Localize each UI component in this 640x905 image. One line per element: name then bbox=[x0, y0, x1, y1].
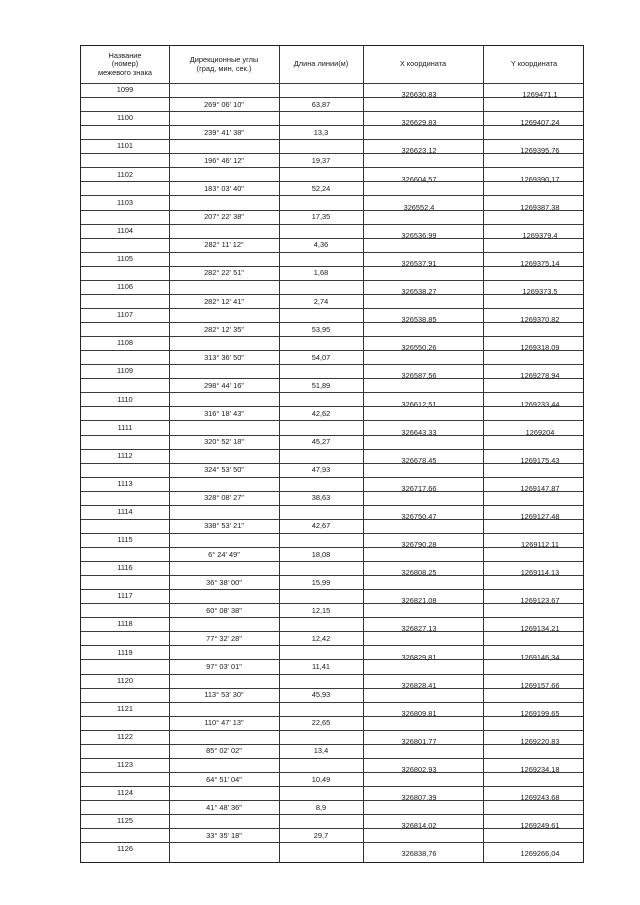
direction-angle-cell-text: 85° 02' 02" bbox=[206, 746, 242, 756]
row-divider bbox=[81, 378, 583, 379]
row-divider bbox=[81, 111, 583, 112]
row-divider bbox=[81, 153, 583, 154]
line-length-cell-text: 12,15 bbox=[311, 605, 331, 615]
direction-angle-cell-text: 324° 53' 50" bbox=[204, 465, 244, 475]
direction-angle-cell-text: 196° 46' 12" bbox=[204, 155, 244, 165]
x-coordinate-cell-text: 326587,56 bbox=[401, 371, 437, 381]
line-length-cell-text: 22,65 bbox=[311, 718, 331, 728]
point-name-cell bbox=[81, 85, 169, 94]
row-divider bbox=[81, 772, 583, 773]
y-coordinate-cell-text: 1269375,14 bbox=[520, 258, 560, 268]
line-length-cell-text: 10,49 bbox=[311, 774, 331, 784]
row-divider bbox=[81, 659, 583, 660]
row-divider bbox=[81, 477, 583, 478]
y-coordinate-cell-text: 1269249,61 bbox=[520, 821, 560, 831]
line-length-cell bbox=[279, 268, 363, 277]
point-name-cell-text: 1117 bbox=[117, 591, 133, 601]
point-name-cell-text: 1108 bbox=[117, 338, 133, 348]
y-coordinate-cell-text: 1269175,43 bbox=[520, 455, 560, 465]
row-divider bbox=[81, 294, 583, 295]
y-coordinate-cell-text: 1269407,24 bbox=[520, 118, 560, 128]
x-coordinate-cell-text: 326750,47 bbox=[401, 512, 437, 521]
x-coordinate-cell-text: 326829,81 bbox=[401, 652, 437, 662]
y-coordinate-cell-text: 1269147,87 bbox=[520, 483, 560, 493]
x-coordinate-cell-text: 326828,41 bbox=[401, 680, 437, 690]
direction-angle-cell bbox=[169, 718, 279, 727]
line-length-cell bbox=[279, 803, 363, 812]
point-name-cell bbox=[81, 788, 169, 797]
row-divider bbox=[81, 533, 583, 534]
point-name-cell bbox=[81, 395, 169, 404]
point-name-cell bbox=[81, 170, 169, 179]
x-coordinate-cell-text: 326630,83 bbox=[401, 90, 437, 100]
row-divider bbox=[81, 210, 583, 211]
row-divider bbox=[81, 364, 583, 365]
direction-angle-cell bbox=[169, 240, 279, 249]
line-length-cell-text: 54,07 bbox=[311, 352, 331, 362]
y-coordinate-cell-text: 1269146,34 bbox=[520, 652, 560, 662]
line-length-cell bbox=[279, 718, 363, 727]
y-coordinate-cell-text: 1269243,68 bbox=[520, 793, 560, 803]
line-length-cell bbox=[279, 156, 363, 165]
row-divider bbox=[81, 702, 583, 703]
point-name-cell bbox=[81, 704, 169, 713]
point-name-cell-text: 1105 bbox=[117, 253, 133, 263]
line-length-cell bbox=[279, 184, 363, 193]
direction-angle-cell-text: 282° 22' 51" bbox=[204, 268, 244, 278]
y-coordinate-cell-text: 1269127,48 bbox=[520, 512, 560, 521]
direction-angle-cell bbox=[169, 746, 279, 755]
line-length-cell bbox=[279, 606, 363, 615]
point-name-cell-text: 1103 bbox=[117, 197, 133, 207]
point-name-cell bbox=[81, 198, 169, 207]
y-coordinate-cell-text: 1269395,76 bbox=[520, 146, 560, 156]
line-length-cell-text: 4,36 bbox=[313, 240, 329, 250]
line-length-cell bbox=[279, 662, 363, 671]
row-divider bbox=[81, 195, 583, 196]
y-coordinate-cell-text: 1269134,21 bbox=[520, 624, 560, 634]
line-length-cell bbox=[279, 550, 363, 559]
row-divider bbox=[81, 125, 583, 126]
point-name-cell-text: 1112 bbox=[117, 450, 133, 460]
direction-angle-cell bbox=[169, 156, 279, 165]
direction-angle-cell-text: 36° 38' 00" bbox=[206, 577, 242, 587]
direction-angle-cell-text: 338° 53' 21" bbox=[204, 521, 244, 531]
direction-angle-cell-text: 328° 08' 27" bbox=[204, 493, 244, 503]
row-divider bbox=[81, 575, 583, 576]
direction-angle-cell-text: 110° 47' 13" bbox=[204, 718, 244, 728]
direction-angle-cell bbox=[169, 775, 279, 784]
x-coordinate-cell-text: 326629,83 bbox=[401, 118, 437, 128]
x-coordinate-cell-text: 326604,57 bbox=[401, 174, 437, 184]
row-divider bbox=[81, 631, 583, 632]
line-length-cell-text: 51,89 bbox=[311, 380, 331, 390]
y-coordinate-cell-text: 1269199,65 bbox=[520, 708, 560, 718]
point-name-cell-text: 1124 bbox=[117, 788, 133, 798]
point-name-cell bbox=[81, 423, 169, 432]
point-name-cell bbox=[81, 844, 169, 853]
point-name-cell bbox=[81, 676, 169, 685]
point-name-cell-text: 1126 bbox=[117, 844, 133, 854]
y-coordinate-cell-text: 1269370,82 bbox=[520, 315, 560, 325]
point-name-cell-text: 1110 bbox=[117, 394, 133, 404]
y-coordinate-cell-text: 1269387,38 bbox=[520, 202, 560, 212]
row-divider bbox=[81, 266, 583, 267]
row-divider bbox=[81, 842, 583, 843]
point-name-cell-text: 1107 bbox=[117, 310, 133, 320]
line-length-cell-text: 53,95 bbox=[311, 324, 331, 334]
y-coordinate-cell-text: 1269157,66 bbox=[520, 680, 560, 690]
point-name-cell-text: 1113 bbox=[117, 478, 133, 488]
point-name-cell bbox=[81, 619, 169, 628]
direction-angle-cell-text: 316° 18' 43" bbox=[204, 408, 244, 418]
direction-angle-cell bbox=[169, 465, 279, 474]
point-name-cell bbox=[81, 113, 169, 122]
y-coordinate-cell-text: 1269318,09 bbox=[520, 343, 560, 353]
x-coordinate-cell-text: 326827,13 bbox=[401, 624, 437, 634]
line-length-cell bbox=[279, 353, 363, 362]
direction-angle-cell bbox=[169, 578, 279, 587]
point-name-cell-text: 1104 bbox=[117, 225, 133, 235]
direction-angle-cell bbox=[169, 128, 279, 137]
row-divider bbox=[81, 645, 583, 646]
point-name-cell bbox=[81, 282, 169, 291]
x-coordinate-cell-text: 326623,12 bbox=[401, 146, 437, 156]
direction-angle-cell bbox=[169, 606, 279, 615]
point-name-cell-text: 1115 bbox=[117, 535, 133, 545]
line-length-cell bbox=[279, 690, 363, 699]
line-length-cell bbox=[279, 128, 363, 137]
line-length-cell bbox=[279, 493, 363, 502]
point-name-cell bbox=[81, 732, 169, 741]
line-length-cell bbox=[279, 437, 363, 446]
row-divider bbox=[81, 449, 583, 450]
direction-angle-cell bbox=[169, 550, 279, 559]
x-coordinate-cell-text: 326717,66 bbox=[401, 483, 437, 493]
direction-angle-cell-text: 60° 08' 38" bbox=[206, 605, 242, 615]
line-length-cell-text: 19,37 bbox=[311, 155, 331, 165]
row-divider bbox=[81, 814, 583, 815]
point-name-cell bbox=[81, 816, 169, 825]
point-name-cell-text: 1119 bbox=[117, 647, 133, 657]
row-divider bbox=[81, 167, 583, 168]
direction-angle-cell bbox=[169, 100, 279, 109]
line-length-cell-text: 15,99 bbox=[311, 577, 331, 587]
row-divider bbox=[81, 280, 583, 281]
row-divider bbox=[81, 589, 583, 590]
direction-angle-cell-text: 113° 53' 30" bbox=[204, 690, 244, 700]
point-name-cell bbox=[81, 591, 169, 600]
y-coordinate-cell-text: 1269114,13 bbox=[520, 568, 560, 578]
header-line-length: Длина линии(м) bbox=[293, 59, 349, 69]
row-divider bbox=[81, 674, 583, 675]
x-coordinate-cell-text: 326790,28 bbox=[401, 540, 437, 550]
row-divider bbox=[81, 491, 583, 492]
row-divider bbox=[81, 435, 583, 436]
point-name-cell bbox=[81, 479, 169, 488]
point-name-cell bbox=[81, 254, 169, 263]
header-divider bbox=[81, 83, 583, 84]
row-divider bbox=[81, 547, 583, 548]
header-point-name: Название (номер) межевого знака bbox=[98, 50, 152, 77]
direction-angle-cell bbox=[169, 381, 279, 390]
row-divider bbox=[81, 786, 583, 787]
direction-angle-cell bbox=[169, 184, 279, 193]
header-y-coordinate: Y координата bbox=[510, 59, 558, 69]
line-length-cell bbox=[279, 634, 363, 643]
line-length-cell-text: 52,24 bbox=[311, 184, 331, 194]
direction-angle-cell-text: 239° 41' 38" bbox=[204, 127, 244, 137]
line-length-cell bbox=[279, 465, 363, 474]
line-length-cell-text: 42,67 bbox=[311, 521, 331, 531]
line-length-cell bbox=[279, 381, 363, 390]
point-name-cell-text: 1106 bbox=[117, 282, 133, 292]
point-name-cell bbox=[81, 535, 169, 544]
header-x-coordinate: X координата bbox=[399, 59, 447, 69]
y-coordinate-cell-text: 1269266,04 bbox=[520, 849, 560, 859]
row-divider bbox=[81, 139, 583, 140]
row-divider bbox=[81, 603, 583, 604]
point-name-cell-text: 1099 bbox=[116, 85, 134, 95]
direction-angle-cell-text: 207° 22' 38" bbox=[204, 212, 244, 222]
line-length-cell-text: 29,7 bbox=[313, 830, 329, 840]
y-coordinate-cell-text: 1269220,83 bbox=[520, 736, 560, 746]
line-length-cell-text: 11,41 bbox=[312, 662, 330, 672]
direction-angle-cell-text: 41° 48' 36" bbox=[206, 802, 242, 812]
line-length-cell-text: 12,42 bbox=[311, 633, 331, 643]
line-length-cell-text: 13,4 bbox=[313, 746, 329, 756]
line-length-cell-text: 17,35 bbox=[311, 212, 331, 222]
row-divider bbox=[81, 336, 583, 337]
direction-angle-cell bbox=[169, 409, 279, 418]
x-coordinate-cell-text: 326808,25 bbox=[401, 568, 437, 578]
row-divider bbox=[81, 224, 583, 225]
direction-angle-cell-text: 64° 51' 04" bbox=[206, 774, 242, 784]
x-coordinate-cell-text: 326538,85 bbox=[401, 315, 437, 325]
direction-angle-cell-text: 282° 12' 35" bbox=[204, 324, 244, 334]
x-coordinate-cell-text: 326537,91 bbox=[401, 258, 437, 268]
direction-angle-cell-text: 313° 36' 50" bbox=[204, 352, 244, 362]
point-name-cell-text: 1109 bbox=[117, 366, 133, 376]
point-name-cell-text: 1111 bbox=[117, 422, 133, 432]
line-length-cell-text: 47,93 bbox=[311, 465, 331, 475]
line-length-cell-text: 8,9 bbox=[315, 802, 327, 812]
direction-angle-cell bbox=[169, 493, 279, 502]
point-name-cell-text: 1100 bbox=[117, 113, 133, 123]
x-coordinate-cell-text: 326552,4 bbox=[403, 202, 435, 212]
point-name-cell-text: 1114 bbox=[117, 507, 133, 516]
line-length-cell-text: 42,62 bbox=[311, 408, 331, 418]
x-coordinate-cell-text: 326807,39 bbox=[401, 793, 437, 803]
y-coordinate-cell-text: 1269379,4 bbox=[522, 230, 558, 240]
line-length-cell bbox=[279, 746, 363, 755]
row-divider bbox=[81, 97, 583, 98]
header-direction-angle: Дирекционные углы (град, мин, сек.) bbox=[189, 54, 259, 73]
point-name-cell bbox=[81, 338, 169, 347]
point-name-cell bbox=[81, 310, 169, 319]
direction-angle-cell bbox=[169, 690, 279, 699]
line-length-cell bbox=[279, 240, 363, 249]
x-coordinate-cell-text: 326678,45 bbox=[401, 455, 437, 465]
line-length-cell bbox=[279, 212, 363, 221]
direction-angle-cell-text: 320° 52' 18" bbox=[204, 437, 244, 447]
x-coordinate-cell-text: 326550,26 bbox=[401, 343, 437, 353]
y-coordinate-cell-text: 1269373,5 bbox=[522, 287, 558, 297]
y-coordinate-cell-text: 1269112,11 bbox=[521, 540, 559, 550]
y-coordinate-cell bbox=[483, 849, 585, 858]
point-name-cell bbox=[81, 507, 169, 516]
point-name-cell-text: 1125 bbox=[117, 816, 133, 826]
line-length-cell-text: 2,74 bbox=[313, 296, 329, 306]
y-coordinate-cell-text: 1269390,17 bbox=[520, 174, 560, 184]
row-divider bbox=[81, 181, 583, 182]
point-name-cell-text: 1120 bbox=[117, 675, 133, 685]
direction-angle-cell-text: 6° 24' 49" bbox=[208, 549, 240, 559]
point-name-cell bbox=[81, 226, 169, 235]
row-divider bbox=[81, 730, 583, 731]
point-name-cell bbox=[81, 563, 169, 572]
point-name-cell-text: 1101 bbox=[117, 141, 133, 151]
line-length-cell-text: 63,87 bbox=[311, 99, 331, 109]
x-coordinate-cell-text: 326802,93 bbox=[401, 765, 437, 775]
direction-angle-cell-text: 97° 03' 01" bbox=[206, 662, 242, 672]
line-length-cell-text: 45,27 bbox=[311, 437, 331, 447]
line-length-cell bbox=[279, 521, 363, 530]
y-coordinate-cell-text: 1269278,94 bbox=[520, 371, 560, 381]
coordinates-table bbox=[80, 45, 584, 863]
point-name-cell-text: 1102 bbox=[117, 169, 133, 179]
y-coordinate-cell-text: 1269123,67 bbox=[520, 596, 560, 606]
line-length-cell bbox=[279, 831, 363, 840]
line-length-cell bbox=[279, 325, 363, 334]
direction-angle-cell bbox=[169, 437, 279, 446]
row-divider bbox=[81, 463, 583, 464]
row-divider bbox=[81, 322, 583, 323]
line-length-cell bbox=[279, 297, 363, 306]
x-coordinate-cell-text: 326821,08 bbox=[401, 596, 437, 606]
x-coordinate-cell-text: 326838,76 bbox=[401, 849, 437, 859]
x-coordinate-cell-text: 326536,99 bbox=[401, 230, 437, 240]
direction-angle-cell-text: 282° 11' 12" bbox=[204, 240, 244, 250]
direction-angle-cell bbox=[169, 831, 279, 840]
line-length-cell bbox=[279, 578, 363, 587]
line-length-cell-text: 45,93 bbox=[311, 690, 331, 700]
direction-angle-cell bbox=[169, 521, 279, 530]
direction-angle-cell bbox=[169, 212, 279, 221]
x-coordinate-cell-text: 326612,51 bbox=[401, 399, 437, 409]
row-divider bbox=[81, 688, 583, 689]
direction-angle-cell bbox=[169, 353, 279, 362]
y-coordinate-cell-text: 1269204 bbox=[525, 427, 555, 437]
line-length-cell bbox=[279, 775, 363, 784]
point-name-cell bbox=[81, 141, 169, 150]
direction-angle-cell-text: 269° 06' 10" bbox=[204, 99, 244, 109]
row-divider bbox=[81, 519, 583, 520]
row-divider bbox=[81, 392, 583, 393]
x-coordinate-cell-text: 326801,77 bbox=[401, 736, 437, 746]
direction-angle-cell-text: 183° 03' 40" bbox=[204, 184, 244, 194]
line-length-cell-text: 38,63 bbox=[311, 493, 331, 503]
point-name-cell-text: 1118 bbox=[117, 619, 133, 629]
row-divider bbox=[81, 308, 583, 309]
line-length-cell bbox=[279, 409, 363, 418]
row-divider bbox=[81, 758, 583, 759]
row-divider bbox=[81, 350, 583, 351]
row-divider bbox=[81, 617, 583, 618]
line-length-cell bbox=[279, 100, 363, 109]
row-divider bbox=[81, 561, 583, 562]
direction-angle-cell-text: 77° 32' 28" bbox=[206, 633, 242, 643]
point-name-cell-text: 1116 bbox=[117, 563, 133, 573]
x-coordinate-cell bbox=[363, 849, 483, 858]
row-divider bbox=[81, 800, 583, 801]
x-coordinate-cell-text: 326809,81 bbox=[401, 708, 437, 718]
line-length-cell-text: 13,3 bbox=[313, 127, 329, 137]
y-coordinate-cell-text: 1269471,1 bbox=[522, 90, 558, 100]
direction-angle-cell bbox=[169, 803, 279, 812]
point-name-cell-text: 1121 bbox=[117, 703, 133, 713]
direction-angle-cell-text: 298° 44' 16" bbox=[204, 380, 244, 390]
point-name-cell bbox=[81, 648, 169, 657]
column-divider bbox=[169, 46, 170, 862]
line-length-cell-text: 1,68 bbox=[313, 268, 329, 278]
direction-angle-cell bbox=[169, 662, 279, 671]
row-divider bbox=[81, 716, 583, 717]
point-name-cell bbox=[81, 451, 169, 460]
direction-angle-cell bbox=[169, 325, 279, 334]
point-name-cell bbox=[81, 366, 169, 375]
row-divider bbox=[81, 252, 583, 253]
direction-angle-cell bbox=[169, 297, 279, 306]
y-coordinate-cell-text: 1269233,44 bbox=[520, 399, 560, 409]
direction-angle-cell bbox=[169, 634, 279, 643]
row-divider bbox=[81, 406, 583, 407]
point-name-cell-text: 1122 bbox=[117, 731, 133, 741]
point-name-cell bbox=[81, 760, 169, 769]
column-divider bbox=[279, 46, 280, 862]
row-divider bbox=[81, 744, 583, 745]
x-coordinate-cell-text: 326643,33 bbox=[401, 427, 437, 437]
direction-angle-cell bbox=[169, 268, 279, 277]
point-name-cell-text: 1123 bbox=[117, 760, 133, 770]
row-divider bbox=[81, 420, 583, 421]
x-coordinate-cell-text: 326814,02 bbox=[401, 821, 437, 831]
row-divider bbox=[81, 828, 583, 829]
x-coordinate-cell-text: 326538,27 bbox=[401, 287, 437, 297]
direction-angle-cell-text: 282° 12' 41" bbox=[204, 296, 244, 306]
y-coordinate-cell-text: 1269234,18 bbox=[520, 765, 560, 775]
direction-angle-cell-text: 33° 35' 18" bbox=[206, 830, 242, 840]
line-length-cell-text: 18,08 bbox=[311, 549, 331, 559]
row-divider bbox=[81, 505, 583, 506]
row-divider bbox=[81, 238, 583, 239]
